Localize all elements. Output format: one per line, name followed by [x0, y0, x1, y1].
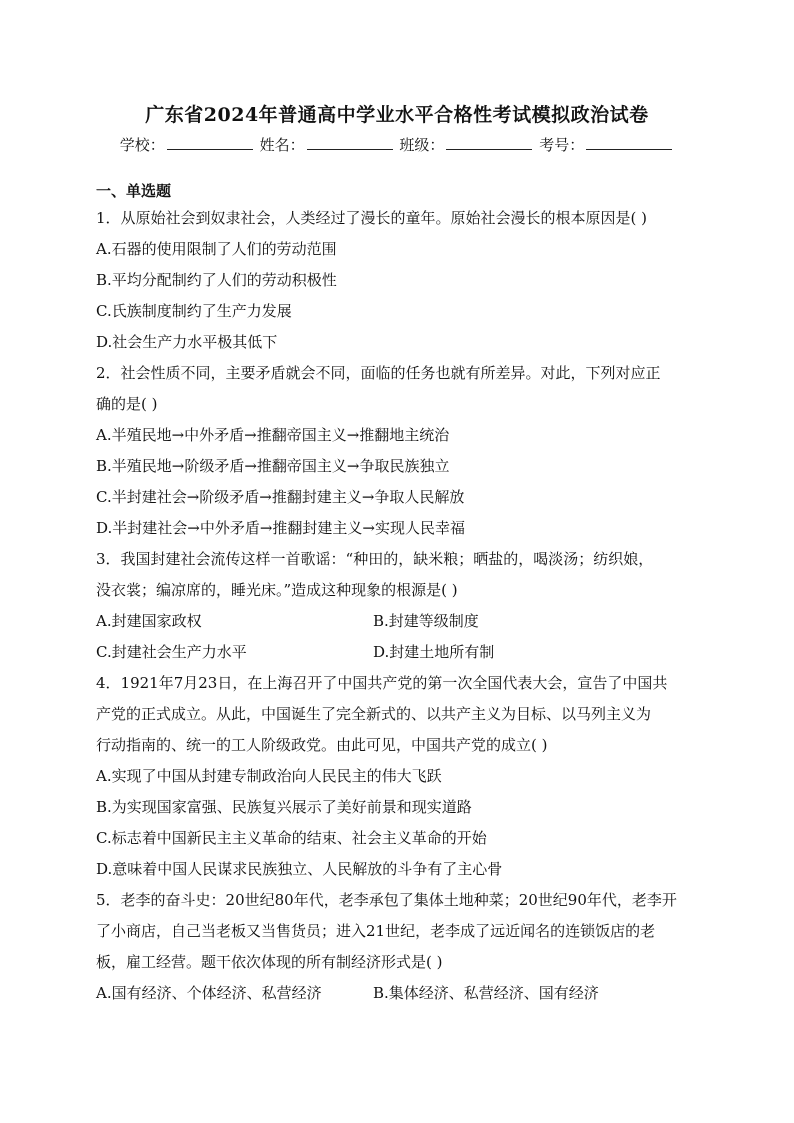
question-1 [96, 203, 696, 358]
question-5-stem-line-1: 5．老李的奋斗史：20世纪80年代，老李承包了集体土地种菜；20世纪90年代，老李开 [96, 891, 677, 909]
question-1-option-b: B.平均分配制约了人们的劳动积极性 [96, 271, 337, 289]
school-blank[interactable] [167, 135, 253, 150]
question-3-options-row-2 [96, 637, 696, 668]
question-1-option-d: D.社会生产力水平极其低下 [96, 333, 278, 351]
question-1-option-c: C.氏族制度制约了生产力发展 [96, 302, 292, 320]
question-5-option-a: A.国有经济、个体经济、私营经济 [96, 984, 322, 1002]
name-label: 姓名： [259, 136, 305, 154]
question-4-option-c: C.标志着中国新民主主义革命的结束、社会主义革命的开始 [96, 829, 487, 847]
question-3-option-d: D.封建土地所有制 [373, 643, 495, 661]
question-3-option-c: C.封建社会生产力水平 [96, 643, 247, 661]
section-title: 一、单选题 [96, 182, 172, 200]
question-1-option-a: A.石器的使用限制了人们的劳动范围 [96, 240, 337, 258]
question-list [96, 203, 696, 1009]
exam-number-label: 考号： [539, 136, 585, 154]
class-blank[interactable] [446, 135, 532, 150]
exam-title: 广东省2024年普通高中学业水平合格性考试模拟政治试卷 [145, 104, 649, 126]
question-5-stem-line-3: 板，雇工经营。题干依次体现的所有制经济形式是( ) [96, 953, 443, 971]
question-5-options-row-1 [96, 978, 696, 1009]
exam-number-blank[interactable] [586, 135, 672, 150]
name-blank[interactable] [307, 135, 393, 150]
question-2-stem-line-1: 2．社会性质不同，主要矛盾就会不同，面临的任务也就有所差异。对此，下列对应正 [96, 364, 661, 382]
question-5-stem-line-2: 了小商店，自己当老板又当售货员；进入21世纪，老李成了远近闻名的连锁饭店的老 [96, 922, 656, 940]
question-2-option-b: B.半殖民地→阶级矛盾→推翻帝国主义→争取民族独立 [96, 457, 450, 475]
question-5 [96, 885, 696, 1009]
question-3 [96, 544, 696, 668]
question-4-option-b: B.为实现国家富强、民族复兴展示了美好前景和现实道路 [96, 798, 472, 816]
question-4-stem-line-1: 4．1921年7月23日，在上海召开了中国共产党的第一次全国代表大会，宣告了中国共 [96, 674, 668, 692]
question-4 [96, 668, 696, 885]
class-label: 班级： [399, 136, 445, 154]
question-2-option-d: D.半封建社会→中外矛盾→推翻封建主义→实现人民幸福 [96, 519, 465, 537]
question-3-stem-line-1: 3．我国封建社会流传这样一首歌谣：“种田的，缺米粮；晒盐的，喝淡汤；纺织娘， [96, 550, 654, 568]
question-3-options-row-1 [96, 606, 696, 637]
question-3-option-b: B.封建等级制度 [373, 612, 479, 630]
school-label: 学校： [119, 136, 165, 154]
question-3-stem-line-2: 没衣裳；编凉席的，睡光床。”造成这种现象的根源是( ) [96, 581, 458, 599]
question-2 [96, 358, 696, 544]
question-1-stem: 1．从原始社会到奴隶社会，人类经过了漫长的童年。原始社会漫长的根本原因是( ) [96, 209, 648, 227]
student-info-line [0, 134, 794, 155]
question-4-option-a: A.实现了中国从封建专制政治向人民民主的伟大飞跃 [96, 767, 442, 785]
question-4-option-d: D.意味着中国人民谋求民族独立、人民解放的斗争有了主心骨 [96, 860, 503, 878]
question-2-option-a: A.半殖民地→中外矛盾→推翻帝国主义→推翻地主统治 [96, 426, 450, 444]
question-2-stem-line-2: 确的是( ) [96, 395, 158, 413]
question-5-option-b: B.集体经济、私营经济、国有经济 [373, 984, 599, 1002]
question-4-stem-line-2: 产党的正式成立。从此，中国诞生了完全新式的、以共产主义为目标、以马列主义为 [96, 705, 652, 723]
question-4-stem-line-3: 行动指南的、统一的工人阶级政党。由此可见，中国共产党的成立( ) [96, 736, 548, 754]
question-3-option-a: A.封建国家政权 [96, 612, 202, 630]
question-2-option-c: C.半封建社会→阶级矛盾→推翻封建主义→争取人民解放 [96, 488, 465, 506]
